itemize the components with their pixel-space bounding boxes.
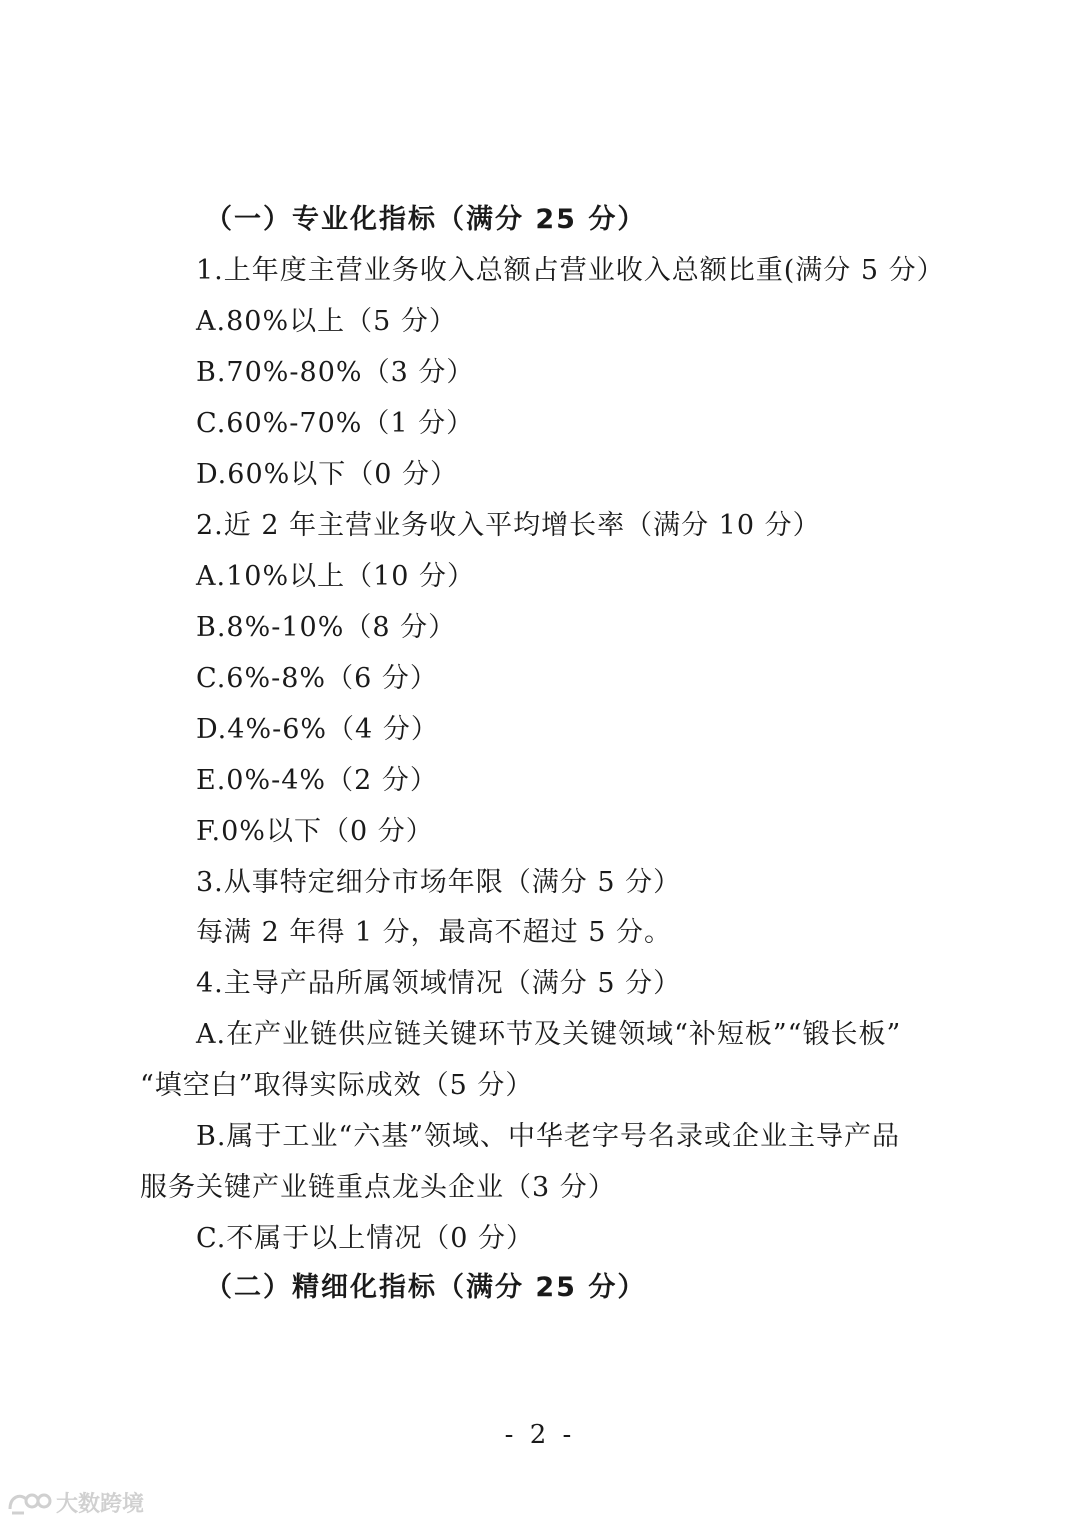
criterion-4-option-a-line-2: “填空白”取得实际成效（5 分） — [140, 1070, 534, 1101]
section-heading-refinement: （二）精细化指标（满分 25 分） — [205, 1272, 647, 1303]
criterion-2-option-b: B.8%-10%（8 分） — [196, 612, 457, 643]
watermark-text: 大数跨境 — [56, 1491, 145, 1517]
criterion-3-rule: 每满 2 年得 1 分，最高不超过 5 分。 — [196, 917, 673, 948]
criterion-1-option-d: D.60%以下（0 分） — [196, 459, 459, 490]
criterion-4-option-c: C.不属于以上情况（0 分） — [196, 1223, 535, 1254]
criterion-4-option-b-line-1: B.属于工业“六基”领域、中华老字号名录或企业主导产品 — [196, 1121, 901, 1152]
criterion-4-option-b-line-2: 服务关键产业链重点龙头企业（3 分） — [140, 1172, 616, 1203]
criterion-2-title: 2.近 2 年主营业务收入平均增长率（满分 10 分） — [196, 510, 821, 541]
criterion-1-option-c: C.60%-70%（1 分） — [196, 408, 475, 439]
criterion-4-option-a-line-1: A.在产业链供应链关键环节及关键领域“补短板”“锻长板” — [196, 1019, 902, 1050]
criterion-1-title: 1.上年度主营业务收入总额占营业收入总额比重(满分 5 分） — [196, 255, 945, 286]
criterion-1-option-a: A.80%以上（5 分） — [196, 306, 457, 337]
criterion-2-option-f: F.0%以下（0 分） — [196, 816, 434, 847]
criterion-2-option-e: E.0%-4%（2 分） — [196, 765, 438, 796]
criterion-2-option-d: D.4%-6%（4 分） — [196, 714, 439, 745]
criterion-4-title: 4.主导产品所属领域情况（满分 5 分） — [196, 968, 682, 999]
criterion-2-option-c: C.6%-8%（6 分） — [196, 663, 438, 694]
criterion-1-option-b: B.70%-80%（3 分） — [196, 357, 475, 388]
criterion-2-option-a: A.10%以上（10 分） — [196, 561, 476, 592]
page-number: - 2 - — [504, 1420, 576, 1450]
watermark — [6, 1485, 144, 1519]
watermark-logo-icon — [6, 1487, 52, 1517]
criterion-3-title: 3.从事特定细分市场年限（满分 5 分） — [196, 867, 682, 898]
section-heading-specialization: （一）专业化指标（满分 25 分） — [205, 204, 647, 235]
